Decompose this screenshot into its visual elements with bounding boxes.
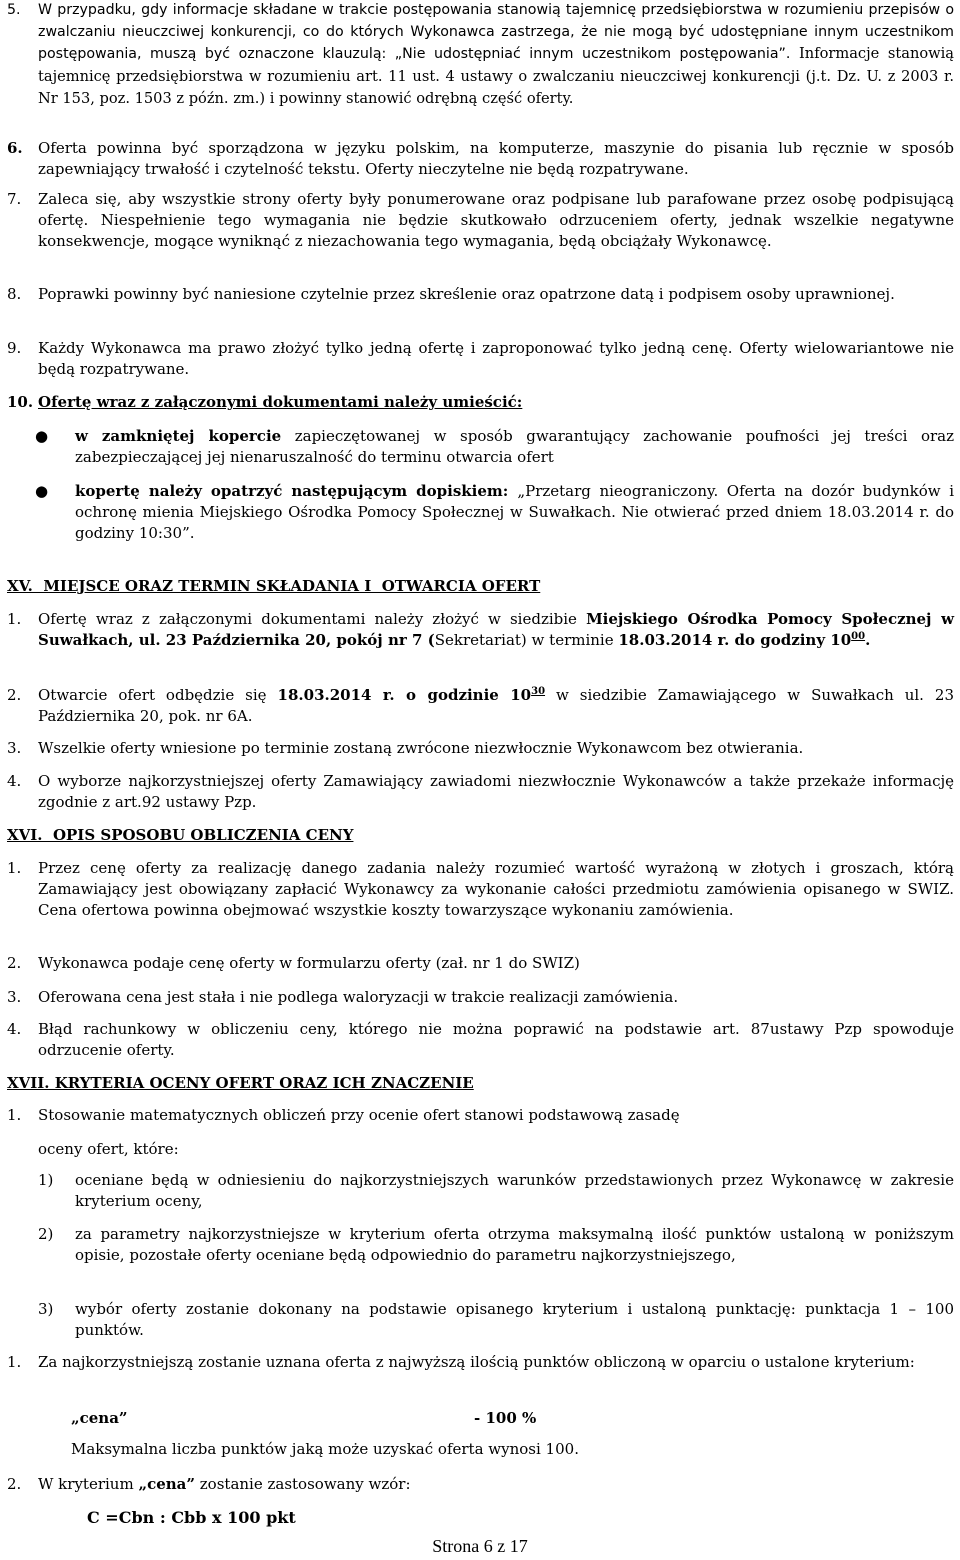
item-text: Wszelkie oferty wniesione po terminie zostaną zwrócone niezwłocznie Wykonawcom bez otwierania.	[38, 739, 804, 757]
s16-item-1	[7, 858, 954, 921]
item-text: Błąd rachunkowy w obliczeniu ceny, którego nie można poprawić na podstawie art. 87ustawy Pzp spowoduje odrzucenie oferty.	[38, 1020, 954, 1059]
sub-item-number: 2)	[38, 1225, 54, 1243]
item-number: 1.	[7, 1353, 22, 1371]
criterion-name: „cena”	[71, 1409, 128, 1427]
paragraph-text: Zaleca się, aby wszystkie strony oferty były ponumerowane oraz podpisane lub parafowane przez osobę podpisującą ofertę. Niespełnienie tego wymagania nie będzie skutkowało odrzuceniem oferty, jednak wszelkie negatywne konsekwencje, mogące wyniknąć z niezachowania tego wymagania, będą obciążały Wykonawcę.	[38, 190, 954, 250]
list-item	[7, 481, 954, 544]
paragraph-9	[7, 338, 954, 380]
item-text-bold: „cena”	[138, 1475, 196, 1493]
sub-item-text: za parametry najkorzystniejsze w kryterium oferta otrzyma maksymalną ilość punktów ustaloną w poniższym opisie, pozostałe oferty oceniane będą odpowiednio do parametru najkorzystniejszego,	[75, 1225, 954, 1264]
bullet-icon: ●	[35, 482, 49, 500]
paragraph-number: 5.	[7, 2, 21, 18]
s16-item-2	[7, 953, 954, 974]
item-text: Za najkorzystniejszą zostanie uznana oferta z najwyższą ilością punktów obliczoną w oparciu o ustalone kryterium:	[38, 1353, 915, 1371]
s15-item-1	[7, 609, 954, 651]
section-heading-xvi: XVI. OPIS SPOSOBU OBLICZENIA CENY	[7, 826, 354, 844]
item-number: 1.	[7, 610, 22, 628]
item-number: 3.	[7, 739, 22, 757]
s15-item-4	[7, 771, 954, 813]
item-deadline: 18.03.2014 r. do godziny 10	[618, 631, 852, 649]
bullet-text: „Przetarg nieograniczony. Oferta na dozór budynków i ochronę mienia Miejskiego Ośrodka Pomocy Społecznej w Suwałkach. Nie otwierać przed dniem 18.03.2014 r. do godziny 10:30”.	[75, 482, 954, 542]
item-number: 4.	[7, 1020, 22, 1038]
item-number: 1.	[7, 1106, 22, 1124]
bullet-bold: w zamkniętej kopercie	[75, 427, 282, 445]
item-number: 3.	[7, 988, 22, 1006]
item-number: 4.	[7, 772, 22, 790]
criterion-weight: - 100 %	[474, 1409, 537, 1427]
paragraph-text: W przypadku, gdy informacje składane w trakcie postępowania stanowią tajemnicę przedsiębiorstwa w rozumieniu przepisów o zwalczaniu nieuczciwej konkurencji, co do których Wykonawca zastrzega, że nie mogą być udostępniane innym uczestnikom postępowania, muszą być oznaczone klauzulą: „Nie udostępniać innym uczestnikom postępowania”.	[38, 2, 954, 63]
paragraph-number: 9.	[7, 339, 22, 357]
item-text: Sekretariat) w terminie	[434, 631, 619, 649]
s16-item-4	[7, 1019, 954, 1061]
formula: C =Cbn : Cbb x 100 pkt	[87, 1508, 296, 1527]
item-number: 2.	[7, 1475, 22, 1493]
sub-item-number: 1)	[38, 1171, 54, 1189]
paragraph-number: 8.	[7, 285, 22, 303]
bullet-text: zapieczętowanej w sposób gwarantujący zachowanie poufności jej treści oraz zabezpieczającej jej nienaruszalność do terminu otwarcia ofert	[75, 427, 954, 466]
item-text: W kryterium	[38, 1475, 139, 1493]
paragraph-text: Oferta powinna być sporządzona w języku polskim, na komputerze, maszynie do pisania lub ręcznie w sposób zapewniający trwałość i czytelność tekstu. Oferty nieczytelne nie będą rozpatrywane.	[38, 139, 954, 178]
paragraph-heading: Ofertę wraz z załączonymi dokumentami należy umieścić:	[38, 393, 523, 411]
item-number: 2.	[7, 954, 22, 972]
s17-item-1b	[7, 1352, 954, 1373]
paragraph-5	[7, 0, 954, 111]
s17-sub-2	[7, 1224, 954, 1266]
paragraph-text: Każdy Wykonawca ma prawo złożyć tylko jedną ofertę i zaproponować tylko jedną cenę. Oferty wielowariantowe nie będą rozpatrywane.	[38, 339, 954, 378]
s15-item-3	[7, 738, 954, 759]
item-number: 2.	[7, 686, 22, 704]
sub-item-text: oceniane będą w odniesieniu do najkorzystniejszych warunków przedstawionych przez Wykonawcę w zakresie kryterium oceny,	[75, 1171, 954, 1210]
item-superscript: 00	[851, 631, 866, 642]
paragraph-number: 10.	[7, 393, 34, 411]
item-text: O wyborze najkorzystniejszej oferty Zamawiający zawiadomi niezwłocznie Wykonawców a także przekaże informację zgodnie z art.92 ustawy Pzp.	[38, 772, 954, 811]
paragraph-text: Poprawki powinny być naniesione czytelnie przez skreślenie oraz opatrzone datą i podpisem osoby uprawnionej.	[38, 285, 895, 303]
list-item	[7, 426, 954, 468]
s16-item-3	[7, 987, 954, 1008]
item-text-bold: .	[865, 631, 871, 649]
item-superscript: 30	[531, 686, 546, 697]
paragraph-6	[7, 138, 954, 180]
paragraph-text-bold: Informacje stanowią tajemnicę przedsiębiorstwa w rozumieniu art. 11 ust. 4 ustawy o zwalczaniu nieuczciwej konkurencji (j.t. Dz. U. z 2003 r. Nr 153, poz. 1503 z późn. zm.) i powinny stanowić odrębną część oferty.	[38, 45, 954, 108]
s17-sub-3	[7, 1299, 954, 1341]
item-opening-time: 18.03.2014 r. o godzinie 10	[277, 686, 532, 704]
paragraph-10-heading	[7, 392, 954, 413]
item-text: Ofertę wraz z załączonymi dokumentami należy złożyć w siedzibie	[38, 610, 587, 628]
item-number: 1.	[7, 859, 22, 877]
paragraph-7	[7, 189, 954, 252]
section-heading-xv: XV. MIEJSCE ORAZ TERMIN SKŁADANIA I OTWARCIA OFERT	[7, 577, 541, 595]
sub-item-number: 3)	[38, 1300, 54, 1318]
s17-item-1	[7, 1105, 954, 1126]
item-text-bold: Miejskiego Ośrodka Pomocy Społecznej w Suwałkach, ul. 23 Października 20, pokój nr 7 (	[38, 610, 954, 649]
s17-item-2	[7, 1474, 954, 1495]
bullet-bold: kopertę należy opatrzyć następującym dopiskiem:	[75, 482, 518, 500]
item-text: Oferowana cena jest stała i nie podlega waloryzacji w trakcie realizacji zamówienia.	[38, 988, 679, 1006]
paragraph-number: 6.	[7, 139, 23, 157]
item-text: w siedzibie Zamawiającego w Suwałkach ul. 23 Października 20, pok. nr 6A.	[38, 686, 954, 725]
sub-item-text: wybór oferty zostanie dokonany na podstawie opisanego kryterium i ustaloną punktację: punktacja 1 – 100 punktów.	[75, 1300, 954, 1339]
s17-sub-1	[7, 1170, 954, 1212]
paragraph-8	[7, 284, 954, 305]
item-text: Stosowanie matematycznych obliczeń przy ocenie ofert stanowi podstawową zasadę	[38, 1106, 680, 1124]
max-points-text: Maksymalna liczba punktów jaką może uzyskać oferta wynosi 100.	[71, 1440, 579, 1458]
item-text: zostanie zastosowany wzór:	[195, 1475, 411, 1493]
s15-item-2	[7, 685, 954, 727]
item-text: Otwarcie ofert odbędzie się	[38, 686, 278, 704]
paragraph-number: 7.	[7, 190, 22, 208]
item-text: Przez cenę oferty za realizację danego zadania należy rozumieć wartość wyrażoną w złotych i groszach, którą Zamawiający jest obowiązany zapłacić Wykonawcy za wykonanie całości przedmiotu zamówienia opisanego w SWIZ. Cena ofertowa powinna obejmować wszystkie koszty towarzyszące wykonaniu zamówienia.	[38, 859, 954, 919]
s17-item-1-continuation: oceny ofert, które:	[38, 1140, 179, 1158]
section-heading-xvii: XVII. KRYTERIA OCENY OFERT ORAZ ICH ZNACZENIE	[7, 1074, 474, 1092]
page-footer: Strona 6 z 17	[432, 1536, 528, 1556]
item-text: Wykonawca podaje cenę oferty w formularzu oferty (zał. nr 1 do SWIZ)	[38, 954, 580, 972]
bullet-icon: ●	[35, 427, 49, 445]
